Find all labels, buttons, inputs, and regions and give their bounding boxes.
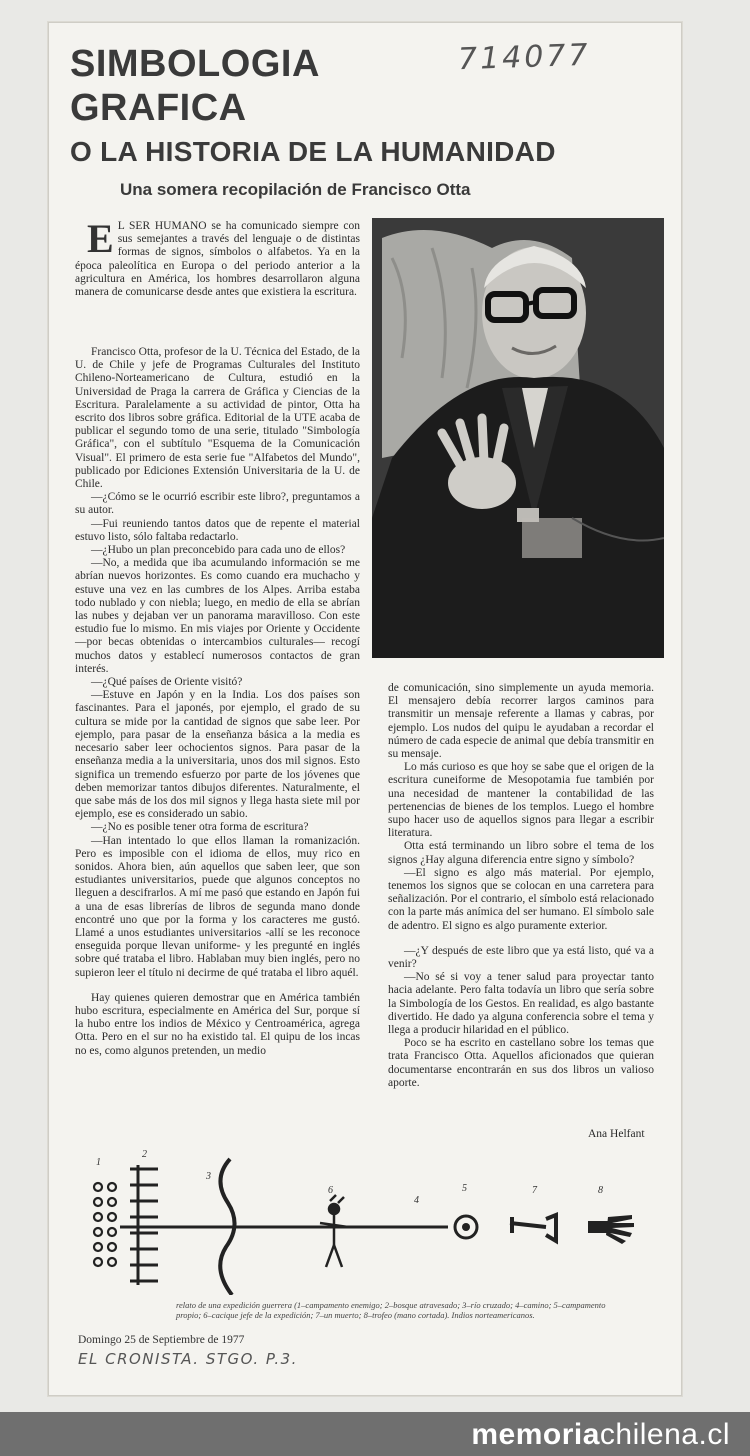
paragraph: —¿Qué países de Oriente visitó?: [91, 676, 243, 689]
publication-date: Domingo 25 de Septiembre de 1977: [78, 1334, 245, 1346]
pictograph-number-6: 6: [328, 1185, 333, 1196]
own-camp-mark: [455, 1216, 477, 1238]
portrait-illustration: [372, 218, 664, 658]
paragraph: —No sé si voy a tener salud para proyectar tanto hacia adelante. Pero falta todavía un libro que sería sobre la Simbología de los Gestos. En realidad, es algo bastante divertido. He dado ya alguna conferencia sobre el tema y llega a producir hilaridad en el público.: [388, 971, 654, 1037]
pictograph-number-1: 1: [96, 1157, 101, 1168]
forest-crossed-mark: [130, 1165, 158, 1285]
enemy-camp-circles: [94, 1183, 116, 1266]
chief-figure: [320, 1195, 348, 1267]
paragraph: —Estuve en Japón y en la India. Los dos países son fascinantes. Para el japonés, por ejemplo, el grado de su cultura se mide por la cantidad de signos que sabe leer. Por ejemplo, para pasar de la enseñanza básica a la media es necesario saber leer ochocientos signos. Para pasar de la enseñanza media a la universitaria, unos dos mil signos. Esto significa un tremendo esfuerzo por parte de los jóvenes que deben memorizar tantos dibujos diferentes. Naturalmente, el que sabe más de los dos mil signos y llega hasta siete mil por ejemplo, ese es considerado un sabio.: [75, 689, 360, 821]
portrait-photo: [372, 218, 664, 658]
paragraph: —¿Y después de este libro que ya está listo, qué va a venir?: [388, 944, 654, 971]
paragraph: —¿Cómo se le ocurrió escribir este libro?, preguntamos a su autor.: [75, 491, 360, 517]
paragraph: —El signo es algo más material. Por ejemplo, tenemos los signos que se colocan en una carretera para señalización. Por el contrario, el símbolo está relacionado con la parte más anímica del ser humano. El símbolo sale de adentro. El signo es algo puramente exterior.: [388, 866, 654, 932]
paragraph: Hay quienes quieren demostrar que en América también hubo escritura, especialmente en América del Sur, porque sí la hubo entre los indios de México y Centroamérica, agrega Otta. Pero en el sur no ha existido tal. El quipu de los incas no es, como algunos pretenden, un medio: [75, 991, 360, 1057]
logo-light: chilena.cl: [599, 1418, 730, 1451]
logo-bold: memoria: [471, 1418, 600, 1451]
intro-text: L SER HUMANO se ha comunicado siempre con sus semejantes a través del lenguaje o de distintas formas de signos, símbolos o alfabetos. Ya en la época paleolítica en Europa o del periodo anterior a la agricultura en América, los hombres desarrollaron alguna manera de comunicarse desde antes que existiera la escritura.: [75, 220, 360, 299]
pictograph-number-4: 4: [414, 1195, 419, 1206]
intro-paragraph: [75, 216, 360, 299]
pictograph-number-2: 2: [142, 1149, 147, 1160]
pictograph-number-7: 7: [532, 1185, 537, 1196]
paragraph: Poco se ha escrito en castellano sobre los temas que trata Francisco Otta. Aquellos aficionados que quieran documentarse encontrarán en sus dos libros un valioso aporte.: [388, 1037, 654, 1089]
paragraph: —¿Hubo un plan preconcebido para cada uno de ellos?: [91, 544, 346, 557]
headline-line-2: GRAFICA: [70, 87, 247, 129]
diagram-caption: relato de una expedición guerrera (1–campamento enemigo; 2–bosque atravesado; 3–río cruzado; 4–camino; 5–campamento propio; 6–cacique jefe de la expedición; 7–un muerto; 8–trofeo (mano cortada). Indios norteamericanos.: [176, 1300, 606, 1320]
pictograph-diagram: [80, 1145, 660, 1295]
paragraph: —No, a medida que iba acumulando información se me abrían nuevos horizontes. Es como cuando era muchacho y estuve una vez en las cumbres de los Alpes. Arriba estaba todo nublado y con niebla; luego, en medio de ella se abrían las nubes y dejaban ver un panorama maravilloso. Con este estudio fue lo mismo. En mis viajes por Oriente y Occidente —por becas obtenidas o intercambios culturales— recogí muchos datos y establecí numerosos contactos de gran interés.: [75, 557, 360, 675]
subtitle: Una somera recopilación de Francisco Otta: [120, 180, 471, 199]
paragraph: —Han intentado lo que ellos llaman la romanización. Pero es imposible con el idioma de ellos, muy rico en sonidos. Ahora bien, aún aquellos que saben leer, que son estudiantes universitarios, puede que algunos conceptos no lleguen a descifrarlos. A mí me pasó que estando en Japón fui a una de esas librerías de libros de segunda mano donde encontré uno que por la forma y los caracteres me gustó. Llamé a unos estudiantes universitarios -allí se les reconoce enseguida porque llevan uniforme- y les pregunté en inglés sobre qué trataba el libro. Hablaban muy bien inglés, pero no supieron leer el título ni decirme de qué trataba el libro aquél.: [75, 834, 360, 979]
pictograph-number-3: 3: [206, 1171, 211, 1182]
paragraph: Otta está terminando un libro sobre el tema de los signos ¿Hay alguna diferencia entre signo y símbolo?: [388, 840, 654, 866]
paragraph: Francisco Otta, profesor de la U. Técnica del Estado, de la U. de Chile y jefe de Programas Culturales del Instituto Chileno-Norteamericano de Cultura, estudió en la Universidad de Praga la carrera de Gráfica y Ciencias de la Escritura. Paralelamente a su actividad de pintor, Otta ha escrito dos libros sobre gráfica. Editorial de la UTE acaba de publicar el segundo tomo de una serie, titulado "Simbología Gráfica", con el subtítulo "Esquema de la Comunicación Visual". El primero de esta serie fue "Alfabetos del Mundo", publicado por Ediciones Extensión Universitaria de la U. de Chile.: [75, 346, 360, 491]
article-column-1: [75, 346, 360, 1058]
footer-bar: [0, 1412, 750, 1456]
memoriachilena-logo[interactable]: [471, 1418, 730, 1452]
paragraph: Lo más curioso es que hoy se sabe que el origen de la escritura cuneiforme de Mesopotamia fue también por una necesidad de mantener la contabilidad de las pertenencias de bienes de los templos. Luego el hombre supo hacer uso de aquellos signos para llegar a escribir literatura.: [388, 761, 654, 840]
headline-line-1: SIMBOLOGIA: [70, 43, 320, 85]
paragraph: de comunicación, sino simplemente un ayuda memoria. El mensajero debía recorrer largos caminos para transmitir un mensaje referente a llamas y cabras, por ejemplo. Los nudos del quipu le ayudaban a recordar el número de cada especie de animal que debía transmitir en su mensaje.: [388, 682, 654, 761]
paragraph: —¿No es posible tener otra forma de escritura?: [91, 821, 309, 834]
headline-line-3: O LA HISTORIA DE LA HUMANIDAD: [70, 136, 556, 167]
severed-hand-trophy-mark: [588, 1215, 634, 1244]
pictograph-number-5: 5: [462, 1183, 467, 1194]
dead-figure-mark: [510, 1215, 556, 1241]
byline: Ana Helfant: [588, 1128, 645, 1140]
paragraph: —Fui reuniendo tantos datos que de repente el material estuvo listo, sólo faltaba redactarlo.: [75, 517, 360, 543]
drop-cap: E: [87, 216, 114, 261]
handwritten-catalog-number: 714077: [457, 37, 592, 78]
handwritten-source-note: EL CRONISTA. STGO. P.3.: [78, 1350, 298, 1368]
pictograph-number-8: 8: [598, 1185, 603, 1196]
article-column-2: [388, 682, 654, 1090]
